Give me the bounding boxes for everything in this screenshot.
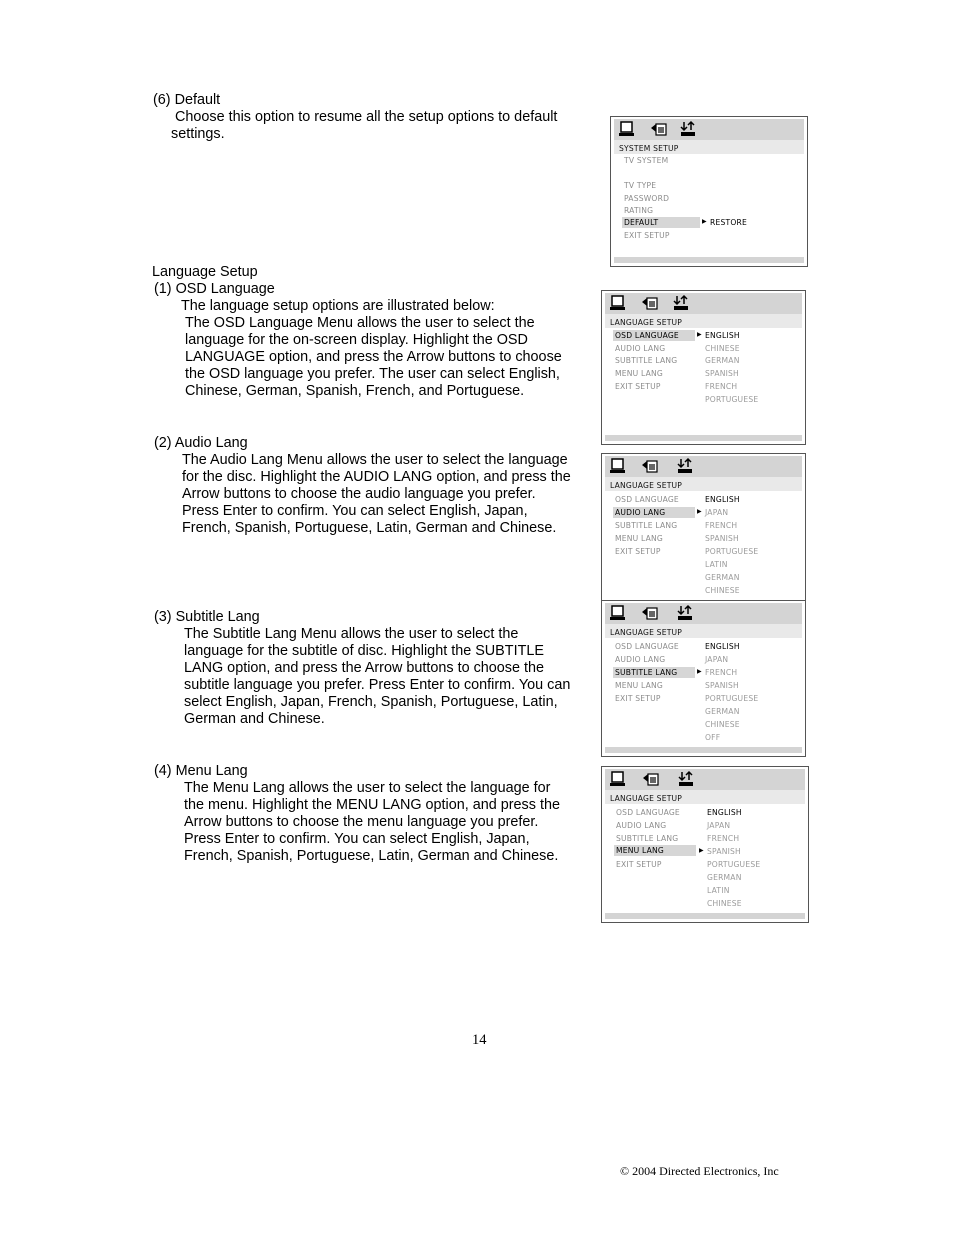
subtitle-text-line: The Subtitle Lang Menu allows the user to select the — [184, 626, 519, 642]
option-english[interactable]: ENGLISH — [705, 495, 740, 504]
menu-item-subtitle-lang[interactable]: SUBTITLE LANG — [616, 834, 679, 843]
subtitle-text-line: LANG option, and press the Arrow buttons to choose the — [184, 660, 544, 676]
icon-bar — [605, 603, 802, 624]
monitor-icon — [617, 120, 639, 138]
default-heading: (6) Default — [153, 92, 221, 108]
audio-text-line: for the disc. Highlight the AUDIO LANG option, and press the — [182, 469, 571, 485]
screen-title: LANGUAGE SETUP — [610, 481, 683, 490]
arrow-right-icon: ▶ — [702, 218, 707, 225]
speaker-icon — [679, 120, 701, 138]
menu-item-tv-type[interactable]: TV TYPE — [624, 181, 657, 190]
option-japan[interactable]: JAPAN — [705, 655, 729, 664]
option-spanish[interactable]: SPANISH — [705, 681, 739, 690]
menu-item-audio-lang[interactable]: AUDIO LANG — [613, 507, 695, 518]
option-german[interactable]: GERMAN — [705, 707, 740, 716]
menu-item-password[interactable]: PASSWORD — [624, 194, 670, 203]
menu-item-osd-language[interactable]: OSD LANGUAGE — [616, 808, 680, 817]
subtitle-heading: (3) Subtitle Lang — [154, 609, 260, 625]
menu-item-exit-setup[interactable]: EXIT SETUP — [624, 231, 670, 240]
speaker-icon — [676, 604, 698, 622]
menu-item-exit-setup[interactable]: EXIT SETUP — [615, 382, 661, 391]
screen-title: LANGUAGE SETUP — [610, 628, 683, 637]
audio-text-line: The Audio Lang Menu allows the user to select the language — [182, 452, 568, 468]
default-text-line: Choose this option to resume all the setup options to default — [175, 109, 558, 125]
arrow-right-icon: ▶ — [699, 847, 704, 854]
osd-language-screen — [601, 290, 806, 445]
menu-text-line: Arrow buttons to choose the menu language you prefer. — [184, 814, 539, 830]
menu-item-exit-setup[interactable]: EXIT SETUP — [616, 860, 662, 869]
subtitle-text-line: language for the subtitle of disc. Highlight the SUBTITLE — [184, 643, 544, 659]
page-number: 14 — [472, 1032, 487, 1048]
audio-heading: (2) Audio Lang — [154, 435, 248, 451]
option-french[interactable]: FRENCH — [705, 382, 738, 391]
icon-bar — [605, 769, 805, 790]
option-french[interactable]: FRENCH — [705, 521, 738, 530]
monitor-icon — [608, 770, 630, 788]
language-icon — [639, 457, 661, 475]
menu-item-menu-lang[interactable]: MENU LANG — [615, 681, 663, 690]
osd-intro: The language setup options are illustrated below: — [181, 298, 495, 314]
option-german[interactable]: GERMAN — [707, 873, 742, 882]
option-english[interactable]: ENGLISH — [707, 808, 742, 817]
menu-item-tv-system[interactable]: TV SYSTEM — [624, 156, 669, 165]
speaker-icon — [677, 770, 699, 788]
monitor-icon — [608, 604, 630, 622]
speaker-icon — [676, 457, 698, 475]
menu-item-exit-setup[interactable]: EXIT SETUP — [615, 694, 661, 703]
copyright: © 2004 Directed Electronics, Inc — [620, 1164, 779, 1178]
option-chinese[interactable]: CHINESE — [705, 586, 740, 595]
monitor-icon — [608, 457, 630, 475]
screen-title: LANGUAGE SETUP — [610, 318, 683, 327]
menu-item-audio-lang[interactable]: AUDIO LANG — [616, 821, 667, 830]
menu-item-rating[interactable]: RATING — [624, 206, 654, 215]
subtitle-text-line: select English, Japan, French, Spanish, Portuguese, Latin, — [184, 694, 558, 710]
osd-text-line: language for the on-screen display. Highlight the OSD — [185, 332, 528, 348]
menu-item-default[interactable]: DEFAULT — [622, 217, 700, 228]
screen-title: SYSTEM SETUP — [619, 144, 679, 153]
language-icon — [639, 294, 661, 312]
language-setup-heading: Language Setup — [152, 264, 258, 280]
menu-item-audio-lang[interactable]: AUDIO LANG — [615, 344, 666, 353]
option-latin[interactable]: LATIN — [707, 886, 730, 895]
audio-text-line: French, Spanish, Portuguese, Latin, German and Chinese. — [182, 520, 557, 536]
bottom-bar — [605, 913, 805, 919]
option-japan[interactable]: JAPAN — [705, 508, 729, 517]
osd-text-line: LANGUAGE option, and press the Arrow buttons to choose — [185, 349, 562, 365]
option-spanish[interactable]: SPANISH — [705, 369, 739, 378]
option-spanish[interactable]: SPANISH — [707, 847, 741, 856]
menu-item-menu-lang[interactable]: MENU LANG — [615, 369, 663, 378]
menu-item-menu-lang[interactable]: MENU LANG — [615, 534, 663, 543]
option-portuguese[interactable]: PORTUGUESE — [707, 860, 761, 869]
audio-lang-screen — [601, 453, 806, 601]
menu-heading: (4) Menu Lang — [154, 763, 248, 779]
default-text-line: settings. — [171, 126, 225, 142]
option-portuguese[interactable]: PORTUGUESE — [705, 547, 759, 556]
menu-item-audio-lang[interactable]: AUDIO LANG — [615, 655, 666, 664]
menu-text-line: The Menu Lang allows the user to select the language for — [184, 780, 551, 796]
osd-text-line: Chinese, German, Spanish, French, and Portuguese. — [185, 383, 525, 399]
bottom-bar — [605, 435, 802, 441]
option-german[interactable]: GERMAN — [705, 573, 740, 582]
option-english[interactable]: ENGLISH — [705, 331, 740, 340]
option-chinese[interactable]: CHINESE — [707, 899, 742, 908]
subtitle-text-line: subtitle language you prefer. Press Enter to confirm. You can — [184, 677, 571, 693]
bottom-bar — [605, 747, 802, 753]
subtitle-text-line: German and Chinese. — [184, 711, 325, 727]
option-portuguese[interactable]: PORTUGUESE — [705, 395, 759, 404]
option-french[interactable]: FRENCH — [707, 834, 740, 843]
option-english[interactable]: ENGLISH — [705, 642, 740, 651]
menu-item-subtitle-lang[interactable]: SUBTITLE LANG — [613, 667, 695, 678]
menu-item-osd-language[interactable]: OSD LANGUAGE — [615, 642, 679, 651]
screen-title: LANGUAGE SETUP — [610, 794, 683, 803]
language-icon — [639, 604, 661, 622]
menu-item-osd-language[interactable]: OSD LANGUAGE — [613, 330, 695, 341]
subtitle-lang-screen — [601, 600, 806, 757]
osd-heading: (1) OSD Language — [154, 281, 275, 297]
bottom-bar — [614, 257, 804, 263]
option-japan[interactable]: JAPAN — [707, 821, 731, 830]
menu-text-line: the menu. Highlight the MENU LANG option, and press the — [184, 797, 560, 813]
osd-text-line: the OSD language you prefer. The user can select English, — [185, 366, 560, 382]
option-off[interactable]: OFF — [705, 733, 721, 742]
option-chinese[interactable]: CHINESE — [705, 344, 740, 353]
arrow-right-icon: ▶ — [697, 331, 702, 338]
option-german[interactable]: GERMAN — [705, 356, 740, 365]
speaker-icon — [672, 294, 694, 312]
menu-text-line: Press Enter to confirm. You can select English, Japan, — [184, 831, 530, 847]
arrow-right-icon: ▶ — [697, 668, 702, 675]
menu-text-line: French, Spanish, Portuguese, Latin, German and Chinese. — [184, 848, 559, 864]
menu-item-exit-setup[interactable]: EXIT SETUP — [615, 547, 661, 556]
icon-bar — [605, 293, 802, 314]
option-chinese[interactable]: CHINESE — [705, 720, 740, 729]
option-spanish[interactable]: SPANISH — [705, 534, 739, 543]
icon-bar — [614, 119, 804, 140]
language-icon — [648, 120, 670, 138]
arrow-right-icon: ▶ — [697, 508, 702, 515]
menu-item-subtitle-lang[interactable]: SUBTITLE LANG — [615, 356, 678, 365]
monitor-icon — [608, 294, 630, 312]
menu-lang-screen — [601, 766, 809, 923]
option-portuguese[interactable]: PORTUGUESE — [705, 694, 759, 703]
system-setup-screen — [610, 116, 808, 267]
menu-item-subtitle-lang[interactable]: SUBTITLE LANG — [615, 521, 678, 530]
icon-bar — [605, 456, 802, 477]
audio-text-line: Arrow buttons to choose the audio language you prefer. — [182, 486, 536, 502]
option-french[interactable]: FRENCH — [705, 668, 738, 677]
option-restore[interactable]: RESTORE — [710, 218, 747, 227]
audio-text-line: Press Enter to confirm. You can select English, Japan, — [182, 503, 528, 519]
option-latin[interactable]: LATIN — [705, 560, 728, 569]
language-icon — [640, 770, 662, 788]
menu-item-menu-lang[interactable]: MENU LANG — [614, 845, 696, 856]
osd-text-line: The OSD Language Menu allows the user to select the — [185, 315, 535, 331]
menu-item-osd-language[interactable]: OSD LANGUAGE — [615, 495, 679, 504]
